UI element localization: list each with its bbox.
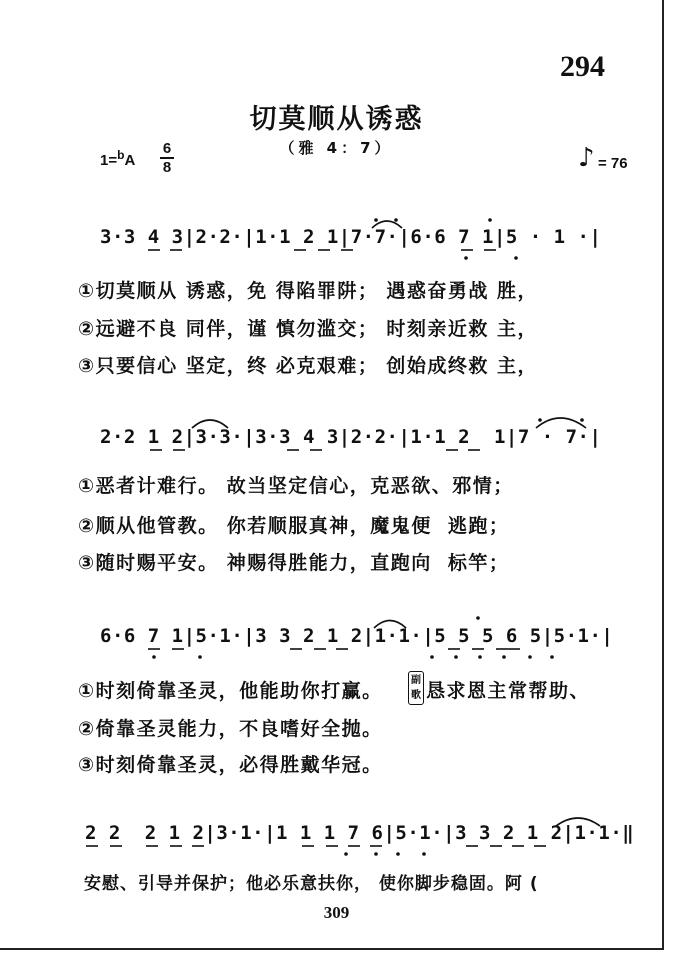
eighth-note-icon: ♪ bbox=[578, 143, 595, 173]
octave-dot bbox=[580, 418, 584, 422]
key-note: A bbox=[124, 152, 136, 169]
octave-dot bbox=[478, 655, 482, 659]
key-prefix: 1= bbox=[100, 152, 118, 169]
hymn-number: 294 bbox=[560, 50, 605, 83]
page-number: 309 bbox=[323, 903, 350, 922]
lyric-line-3-verse-2: ②倚靠圣灵能力，不良嗜好全抛。 bbox=[78, 718, 383, 740]
octave-dot bbox=[550, 655, 554, 659]
octave-dot bbox=[488, 218, 492, 222]
octave-dot bbox=[528, 655, 532, 659]
lyric-line-3-verse-1: ①时刻倚靠圣灵，他能助你打赢。 bbox=[78, 680, 383, 702]
notation-line-2: 2·2 1 2|3·3·|3·3 4 3|2·2·|1·1 2 1|7 · 7·| bbox=[100, 426, 602, 448]
lyric-line-3-verse-3: ③时刻倚靠圣灵，必得胜戴华冠。 bbox=[78, 754, 383, 776]
chorus-tag: 副歌 bbox=[408, 671, 424, 705]
octave-dot bbox=[374, 852, 378, 856]
lyric-line-1-verse-1: ①切莫顺从 诱惑，免 得陷罪阱； 遇惑奋勇战 胜， bbox=[78, 280, 539, 302]
notation-line-1: 3·3 4 3|2·2·|1·1 2 1|7·7·|6·6 7 1|5 · 1 ·| bbox=[100, 226, 602, 248]
lyric-line-2-verse-3: ③随时赐平安。 神赐得胜能力，直跑向 标竿； bbox=[78, 552, 510, 574]
octave-dot bbox=[198, 655, 202, 659]
tempo-value: = 76 bbox=[598, 155, 628, 172]
notation-line-4: 2 2 2 1 2|3·1·|1 1 1 7 6|5·1·|3 3 2 1 2|1·1·‖ bbox=[85, 822, 635, 844]
page-border-bottom bbox=[0, 948, 664, 950]
octave-dot bbox=[454, 655, 458, 659]
octave-dot bbox=[430, 655, 434, 659]
octave-dot bbox=[152, 655, 156, 659]
lyric-line-1-verse-2: ②远避不良 同伴，谨 慎勿滥交； 时刻亲近救 主， bbox=[78, 318, 539, 340]
octave-dot bbox=[422, 852, 426, 856]
lyric-line-2-verse-2: ②顺从他管教。 你若顺服真神，魔鬼便 逃跑； bbox=[78, 515, 510, 537]
meter-top: 6 bbox=[162, 140, 172, 157]
meter-bottom: 8 bbox=[162, 159, 172, 176]
time-signature bbox=[158, 140, 176, 176]
notation-line-3: 6·6 7 1|5·1·|3 3 2 1 2|1·1·|5 5 5 6 5|5·1·| bbox=[100, 625, 614, 647]
octave-dot bbox=[344, 852, 348, 856]
octave-dot bbox=[476, 616, 480, 620]
octave-dot bbox=[514, 256, 518, 260]
scripture-reference: （雅 4：7） bbox=[279, 139, 394, 157]
octave-dot bbox=[396, 852, 400, 856]
key-signature bbox=[100, 148, 135, 169]
hymn-title: 切莫顺从诱惑 bbox=[249, 104, 424, 135]
octave-dot bbox=[374, 218, 378, 222]
octave-dot bbox=[464, 256, 468, 260]
octave-dot bbox=[502, 655, 506, 659]
flat-sign: b bbox=[117, 148, 125, 162]
lyric-line-1-verse-3: ③只要信心 坚定，终 必克艰难； 创始成终救 主， bbox=[78, 355, 539, 377]
octave-dot bbox=[394, 218, 398, 222]
chorus-start-lyric: 恳求恩主常帮助、 bbox=[426, 680, 591, 702]
octave-dot bbox=[538, 418, 542, 422]
lyric-line-4: 安慰、引导并保护；他必乐意扶你， 使你脚步稳固。阿 ( bbox=[84, 874, 539, 894]
lyric-line-2-verse-1: ①恶者计难行。 故当坚定信心，克恶欲、邪情； bbox=[78, 475, 514, 497]
